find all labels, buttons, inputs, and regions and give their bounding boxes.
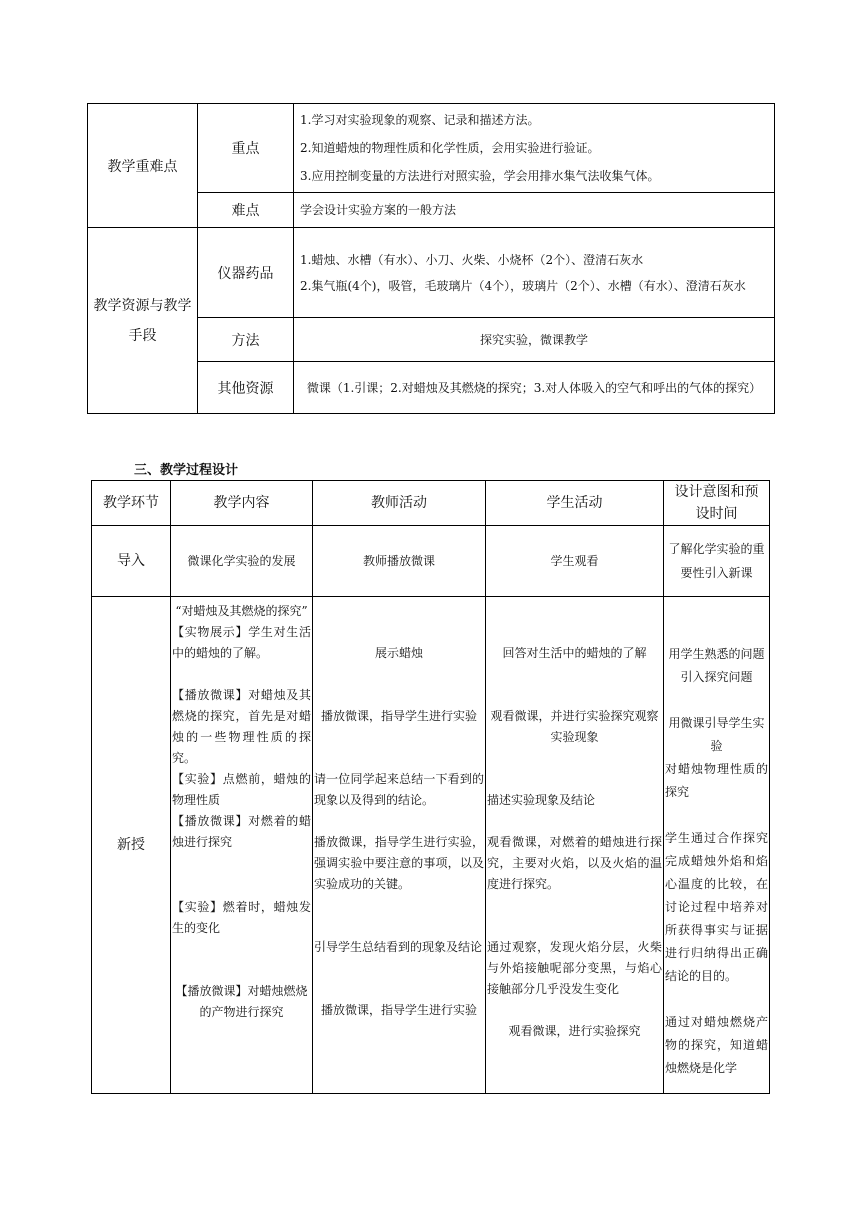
- intro-stage: 导入: [92, 526, 171, 597]
- new-intent-item-1: 用学生熟悉的问题引入探究问题: [668, 647, 765, 684]
- method-label: 方法: [198, 318, 294, 362]
- header-student: 学生活动: [486, 481, 664, 526]
- new-teacher-cell: [313, 597, 486, 1094]
- new-teacher-item-3: 请一位同学起来总结一下看到的现象以及得到的结论。: [314, 772, 484, 807]
- key-point-3: 3.应用控制变量的方法进行对照实验，学会用排水集气法收集气体。: [300, 169, 660, 183]
- intro-student: 学生观看: [486, 526, 664, 597]
- new-student-cell: [486, 597, 664, 1094]
- section-heading: 三、教学过程设计: [134, 463, 239, 478]
- other-resources-cell: 微课（1.引课；2.对蜡烛及其燃烧的探究；3.对人体吸入的空气和呼出的气体的探究）: [294, 362, 775, 414]
- new-intent-item-3: 对蜡烛物理性质的探究: [665, 762, 768, 799]
- new-student-item-1: 回答对生活中的蜡烛的了解: [502, 646, 647, 660]
- difficulty-label: 难点: [198, 193, 294, 228]
- new-content-item-1: 【实物展示】学生对生活中的蜡烛的了解。: [172, 625, 311, 660]
- objectives-table: [87, 103, 775, 414]
- new-content-item-5: 【实验】燃着时，蜡烛发生的变化: [172, 900, 311, 935]
- header-teacher: 教师活动: [313, 481, 486, 526]
- new-student-item-2: 观看微课，并进行实验探究观察实验现象: [490, 709, 659, 744]
- new-student-item-5: 通过观察，发现火焰分层，火柴与外焰接触呢部分变黑，与焰心接触部分几乎没发生变化: [487, 940, 662, 996]
- new-teacher-item-5: 引导学生总结看到的现象及结论: [314, 940, 483, 954]
- other-resources-label: 其他资源: [198, 362, 294, 414]
- new-intent-item-4: 学生通过合作探究完成蜡烛外焰和焰心温度的比较，在讨论过程中培养对所获得事实与证据进行归纳得出正确结论的目的。: [665, 831, 768, 983]
- new-teacher-item-1: 展示蜡烛: [374, 646, 423, 660]
- key-points-label: 重点: [198, 104, 294, 193]
- row-label-key-difficult: 教学重难点: [88, 104, 198, 228]
- key-point-2: 2.知道蜡烛的物理性质和化学性质，会用实验进行验证。: [300, 141, 600, 155]
- process-table: [91, 480, 770, 1094]
- row-label-resources: 教学资源与教学手段: [88, 228, 198, 414]
- new-stage: 新授: [92, 597, 171, 1094]
- new-content-cell: [171, 597, 313, 1094]
- new-student-item-4: 观看微课，对燃着的蜡烛进行探究，主要对火焰，以及火焰的温度进行探究。: [487, 835, 662, 891]
- intro-content: 微课化学实验的发展: [171, 526, 313, 597]
- new-content-item-6: 【播放微课】对蜡烛燃烧的产物进行探究: [175, 984, 308, 1019]
- new-teacher-item-4: 播放微课，指导学生进行实验，强调实验中要注意的事项，以及实验成功的关键。: [314, 835, 484, 891]
- key-point-1: 1.学习对实验现象的观察、记录和描述方法。: [300, 113, 540, 127]
- new-intent-item-5: 通过对蜡烛燃烧产物的探究，知道蜡烛燃烧是化学: [665, 1015, 768, 1075]
- instruments-label: 仪器药品: [198, 228, 294, 318]
- header-intent: 设计意图和预设时间: [664, 481, 770, 526]
- difficulty-cell: 学会设计实验方案的一般方法: [294, 193, 775, 228]
- new-intent-item-2: 用微课引导学生实验: [668, 716, 765, 753]
- instruments-line-2: 2.集气瓶(4个)，吸管，毛玻璃片（4个），玻璃片（2个）、水槽（有水）、澄清石灰水: [300, 278, 746, 293]
- new-teacher-item-2: 播放微课，指导学生进行实验: [320, 709, 477, 723]
- key-points-cell: [294, 104, 775, 193]
- intro-teacher: 教师播放微课: [313, 526, 486, 597]
- new-student-item-3: 描述实验现象及结论: [487, 793, 596, 807]
- new-content-item-4: 【播放微课】对燃着的蜡烛进行探究: [172, 814, 311, 849]
- intro-intent: 了解化学实验的重要性引入新课: [664, 526, 770, 597]
- instruments-line-1: 1.蜡烛、水槽（有水）、小刀、火柴、小烧杯（2个）、澄清石灰水: [300, 252, 644, 267]
- header-stage: 教学环节: [92, 481, 171, 526]
- method-cell: 探究实验，微课教学: [294, 318, 775, 362]
- header-content: 教学内容: [171, 481, 313, 526]
- new-student-item-6: 观看微课，进行实验探究: [508, 1024, 641, 1038]
- new-teacher-item-6: 播放微课，指导学生进行实验: [320, 1003, 477, 1017]
- new-content-title: “对蜡烛及其燃烧的探究”: [175, 604, 308, 618]
- instruments-cell: [294, 228, 775, 318]
- new-content-item-2: 【播放微课】对蜡烛及其燃烧的探究，首先是对蜡烛的一些物理性质的探究。: [172, 688, 311, 765]
- new-intent-cell: [664, 597, 770, 1094]
- new-content-item-3: 【实验】点燃前，蜡烛的物理性质: [172, 772, 311, 807]
